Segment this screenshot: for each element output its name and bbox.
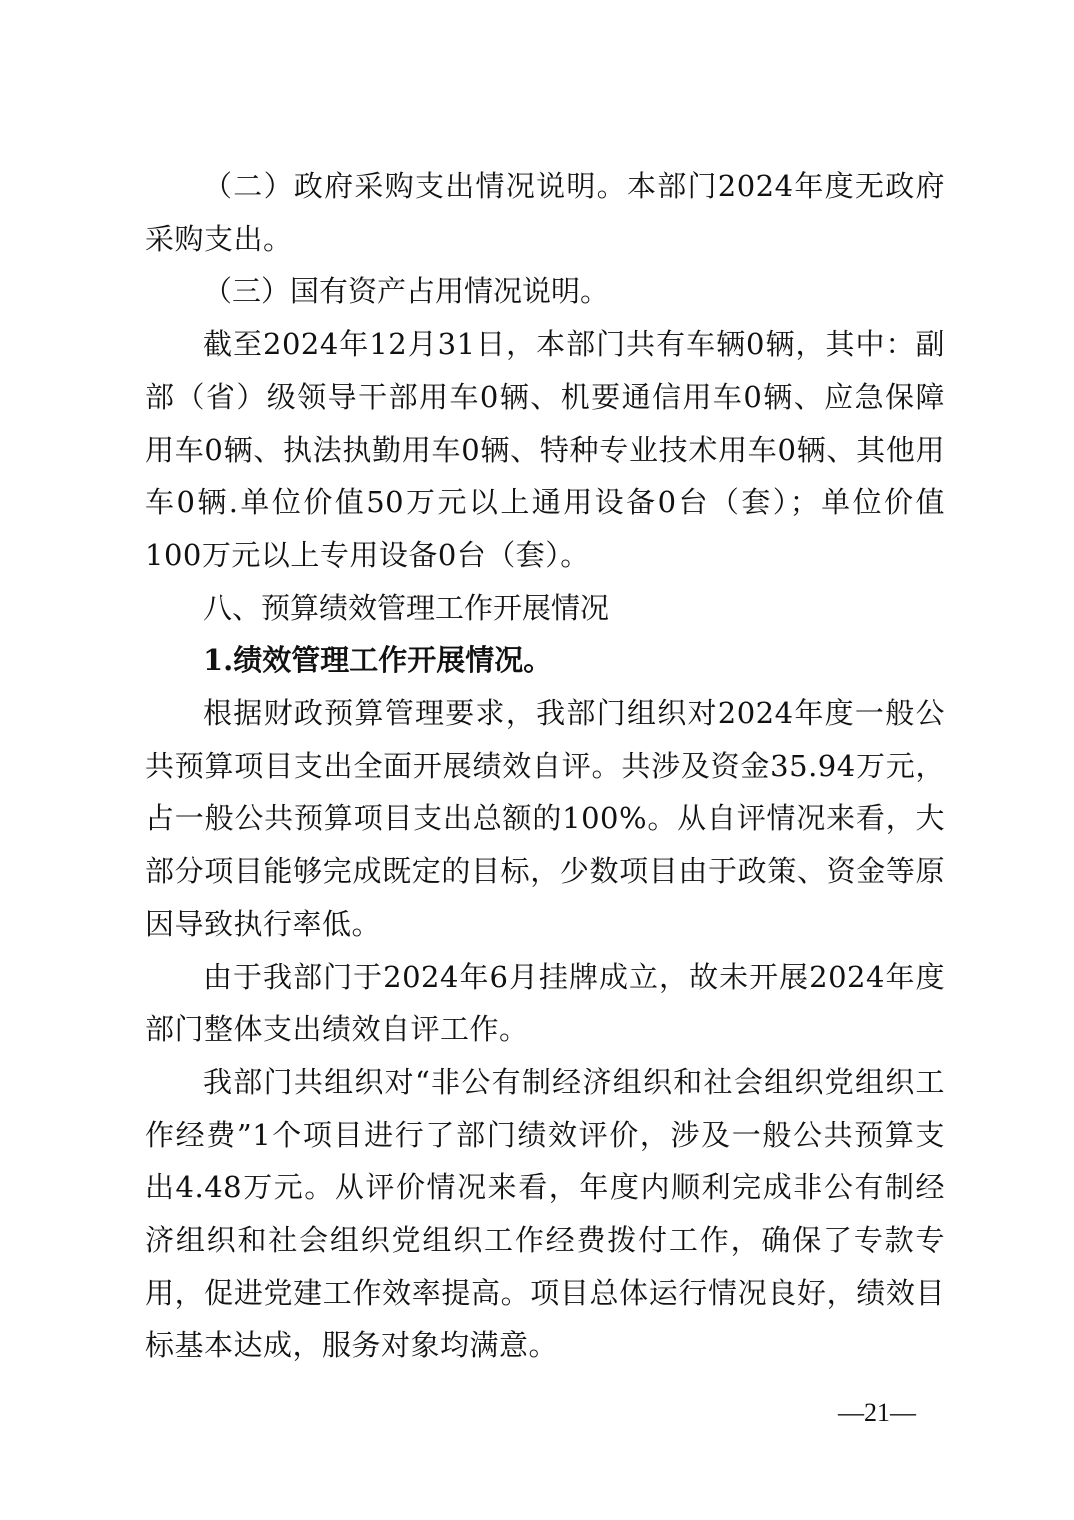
paragraph-self-evaluation: 根据财政预算管理要求，我部门组织对2024年度一般公共预算项目支出全面开展绩效自评。共涉及资金35.94万元，占一般公共预算项目支出总额的100%。从自评情况来看，大部分项目能够完成既定的目标，少数项目由于政策、资金等原因导致执行率低。 <box>145 696 945 941</box>
heading-state-assets: （三）国有资产占用情况说明。 <box>203 274 610 309</box>
section-heading-performance: 八、预算绩效管理工作开展情况 <box>203 590 610 625</box>
paragraph-establishment: 由于我部门于2024年6月挂牌成立，故未开展2024年度部门整体支出绩效自评工作。 <box>145 959 945 1047</box>
subheading-performance-work: 1.绩效管理工作开展情况。 <box>203 643 553 678</box>
paragraph-project-evaluation: 我部门共组织对“非公有制经济组织和社会组织党组织工作经费”1个项目进行了部门绩效评价，涉及一般公共预算支出4.48万元。从评价情况来看，年度内顺利完成非公有制经济组织和社会组织党组织工作经费拨付工作，确保了专款专用，促进党建工作效率提高。项目总体运行情况良好，绩效目标基本达成，服务对象均满意。 <box>145 1064 945 1363</box>
paragraph-vehicles-equipment: 截至2024年12月31日，本部门共有车辆0辆，其中：副部（省）级领导干部用车0辆、机要通信用车0辆、应急保障用车0辆、执法执勤用车0辆、特种专业技术用车0辆、其他用车0辆.单位价值50万元以上通用设备0台（套）；单位价值100万元以上专用设备0台（套）。 <box>145 327 945 572</box>
page-number: —21— <box>838 1398 916 1427</box>
document-body <box>145 160 945 1372</box>
paragraph-procurement: （二）政府采购支出情况说明。本部门2024年度无政府采购支出。 <box>145 169 945 256</box>
